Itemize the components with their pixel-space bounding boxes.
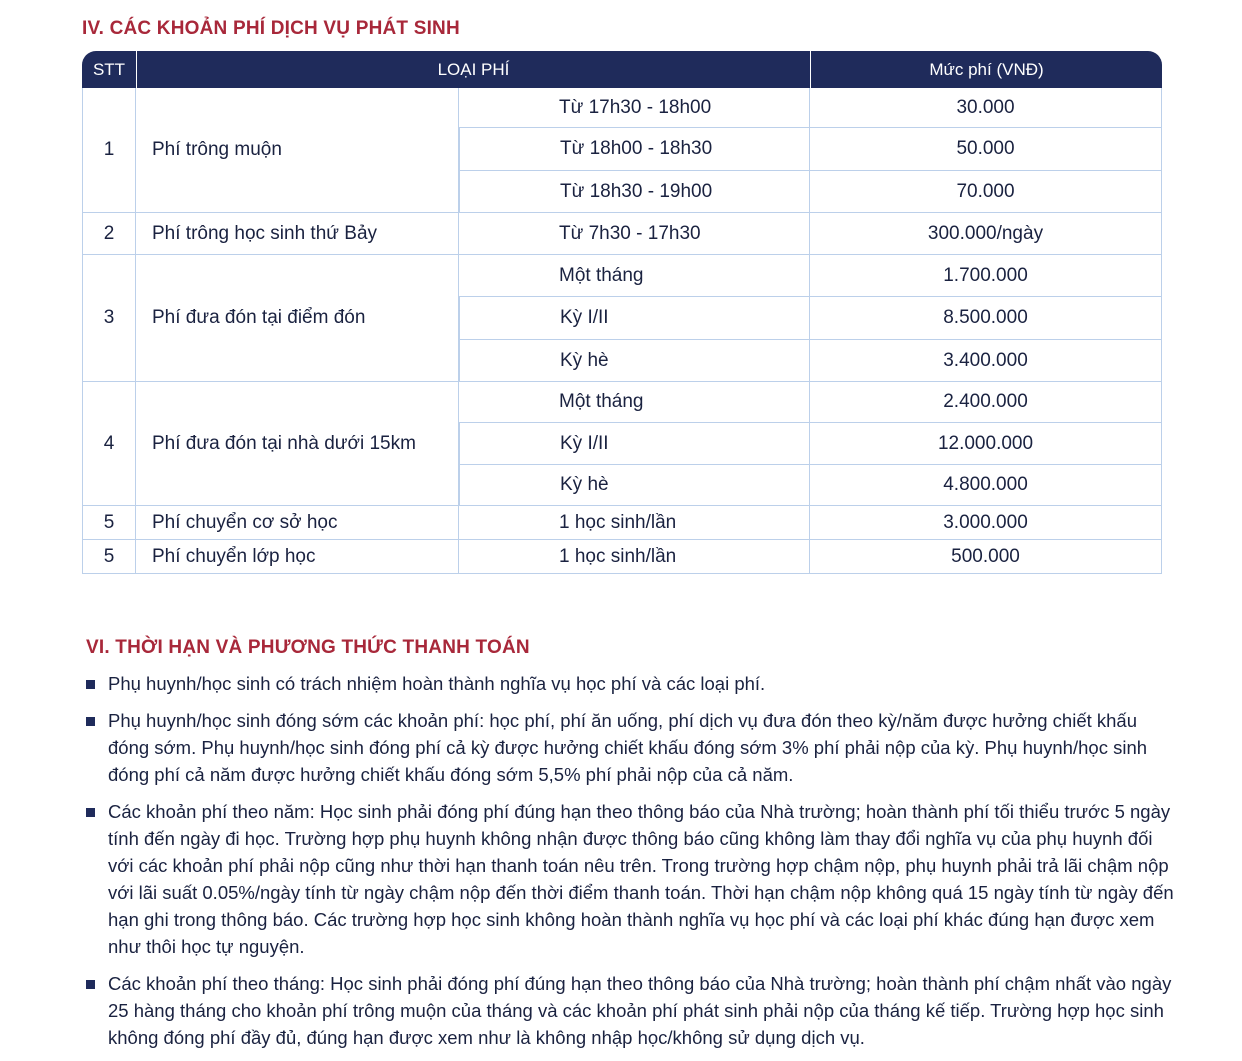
fee-row <box>82 255 1162 297</box>
fee-amount-cell: 1.700.000 <box>810 255 1162 297</box>
fee-stt-cell: 5 <box>82 506 136 540</box>
fee-name-cell: Phí đưa đón tại điểm đón <box>136 255 459 382</box>
fee-condition-cell: Một tháng <box>459 382 810 423</box>
payment-terms-list <box>86 670 1176 1061</box>
payment-term-item <box>86 970 1176 1051</box>
fee-row <box>82 540 1162 574</box>
fee-amount-cell: 500.000 <box>810 540 1162 574</box>
fee-row <box>82 506 1162 540</box>
header-fee-type: LOẠI PHÍ <box>136 51 810 88</box>
fee-condition-cell: Kỳ hè <box>459 465 810 506</box>
fee-condition-cell: Từ 17h30 - 18h00 <box>459 88 810 128</box>
fee-name-cell: Phí trông muộn <box>136 88 459 213</box>
header-fee-amount: Mức phí (VNĐ) <box>810 51 1162 88</box>
payment-term-text: Phụ huynh/học sinh đóng sớm các khoản phí: học phí, phí ăn uống, phí dịch vụ đưa đón theo kỳ/năm được hưởng chiết khấu đóng sớm. Phụ huynh/học sinh đóng phí cả kỳ được hưởng chiết khấu đóng sớm 3% phí phải nộp của kỳ. Phụ huynh/học sinh đóng phí cả năm được hưởng chiết khấu đóng sớm 5,5% phí phải nộp của cả năm. <box>108 710 1148 785</box>
fee-amount-cell: 3.400.000 <box>810 340 1162 382</box>
fee-condition-cell: Kỳ hè <box>459 340 810 382</box>
payment-term-item <box>86 707 1176 788</box>
fee-amount-cell: 300.000/ngày <box>810 213 1162 255</box>
section-6-title: VI. THỜI HẠN VÀ PHƯƠNG THỨC THANH TOÁN <box>86 637 530 658</box>
fee-amount-cell: 8.500.000 <box>810 297 1162 340</box>
fee-table-header-row <box>82 51 1162 88</box>
fee-condition-cell: 1 học sinh/lần <box>459 540 810 574</box>
section-4-title: IV. CÁC KHOẢN PHÍ DỊCH VỤ PHÁT SINH <box>82 18 460 39</box>
payment-term-text: Phụ huynh/học sinh có trách nhiệm hoàn thành nghĩa vụ học phí và các loại phí. <box>108 673 766 694</box>
payment-term-text: Các khoản phí theo năm: Học sinh phải đóng phí đúng hạn theo thông báo của Nhà trường; hoàn thành phí tối thiểu trước 5 ngày tính đến ngày đi học. Trường hợp phụ huynh không nhận được thông báo cũng không làm thay đổi nghĩa vụ của phụ huynh đối với các khoản phí phải nộp cũng như thời hạn thanh toán nêu trên. Trong trường hợp chậm nộp, phụ huynh phải trả lãi chậm nộp với lãi suất 0.05%/ngày tính từ ngày chậm nộp đến thời điểm thanh toán. Thời hạn chậm nộp không quá 15 ngày tính từ ngày đến hạn ghi trong thông báo. Các trường hợp học sinh không hoàn thành nghĩa vụ học phí và các loại phí khác đúng hạn được xem như thôi học tự nguyện. <box>108 801 1174 957</box>
square-bullet-icon <box>86 808 95 817</box>
fee-amount-cell: 2.400.000 <box>810 382 1162 423</box>
fee-stt-cell: 1 <box>82 88 136 213</box>
payment-term-item <box>86 798 1176 960</box>
fee-amount-cell: 12.000.000 <box>810 423 1162 465</box>
fee-row <box>82 88 1162 128</box>
square-bullet-icon <box>86 717 95 726</box>
fee-name-cell: Phí trông học sinh thứ Bảy <box>136 213 459 255</box>
fee-amount-cell: 3.000.000 <box>810 506 1162 540</box>
fee-amount-cell: 4.800.000 <box>810 465 1162 506</box>
fee-condition-cell: Một tháng <box>459 255 810 297</box>
fee-name-cell: Phí đưa đón tại nhà dưới 15km <box>136 382 459 506</box>
square-bullet-icon <box>86 680 95 689</box>
fee-condition-cell: Kỳ I/II <box>459 297 810 340</box>
payment-term-text: Các khoản phí theo tháng: Học sinh phải đóng phí đúng hạn theo thông báo của Nhà trường; hoàn thành phí chậm nhất vào ngày 25 hàng tháng cho khoản phí trông muộn của tháng và các khoản phí phát sinh phải nộp của tháng kế tiếp. Trường hợp học sinh không đóng phí đầy đủ, đúng hạn được xem như là không nhập học/không sử dụng dịch vụ. <box>108 973 1172 1048</box>
fee-row <box>82 213 1162 255</box>
fee-condition-cell: Từ 18h30 - 19h00 <box>459 171 810 213</box>
fee-amount-cell: 70.000 <box>810 171 1162 213</box>
fee-condition-cell: Từ 7h30 - 17h30 <box>459 213 810 255</box>
fee-amount-cell: 30.000 <box>810 88 1162 128</box>
fee-table-body <box>82 88 1162 574</box>
fee-stt-cell: 4 <box>82 382 136 506</box>
fee-stt-cell: 3 <box>82 255 136 382</box>
fee-name-cell: Phí chuyển lớp học <box>136 540 459 574</box>
square-bullet-icon <box>86 980 95 989</box>
service-fee-table <box>82 51 1162 574</box>
fee-amount-cell: 50.000 <box>810 128 1162 171</box>
fee-stt-cell: 2 <box>82 213 136 255</box>
fee-condition-cell: Từ 18h00 - 18h30 <box>459 128 810 171</box>
fee-name-cell: Phí chuyển cơ sở học <box>136 506 459 540</box>
fee-condition-cell: Kỳ I/II <box>459 423 810 465</box>
fee-row <box>82 382 1162 423</box>
fee-condition-cell: 1 học sinh/lần <box>459 506 810 540</box>
header-stt: STT <box>82 51 136 88</box>
payment-term-item <box>86 670 1176 697</box>
fee-stt-cell: 5 <box>82 540 136 574</box>
